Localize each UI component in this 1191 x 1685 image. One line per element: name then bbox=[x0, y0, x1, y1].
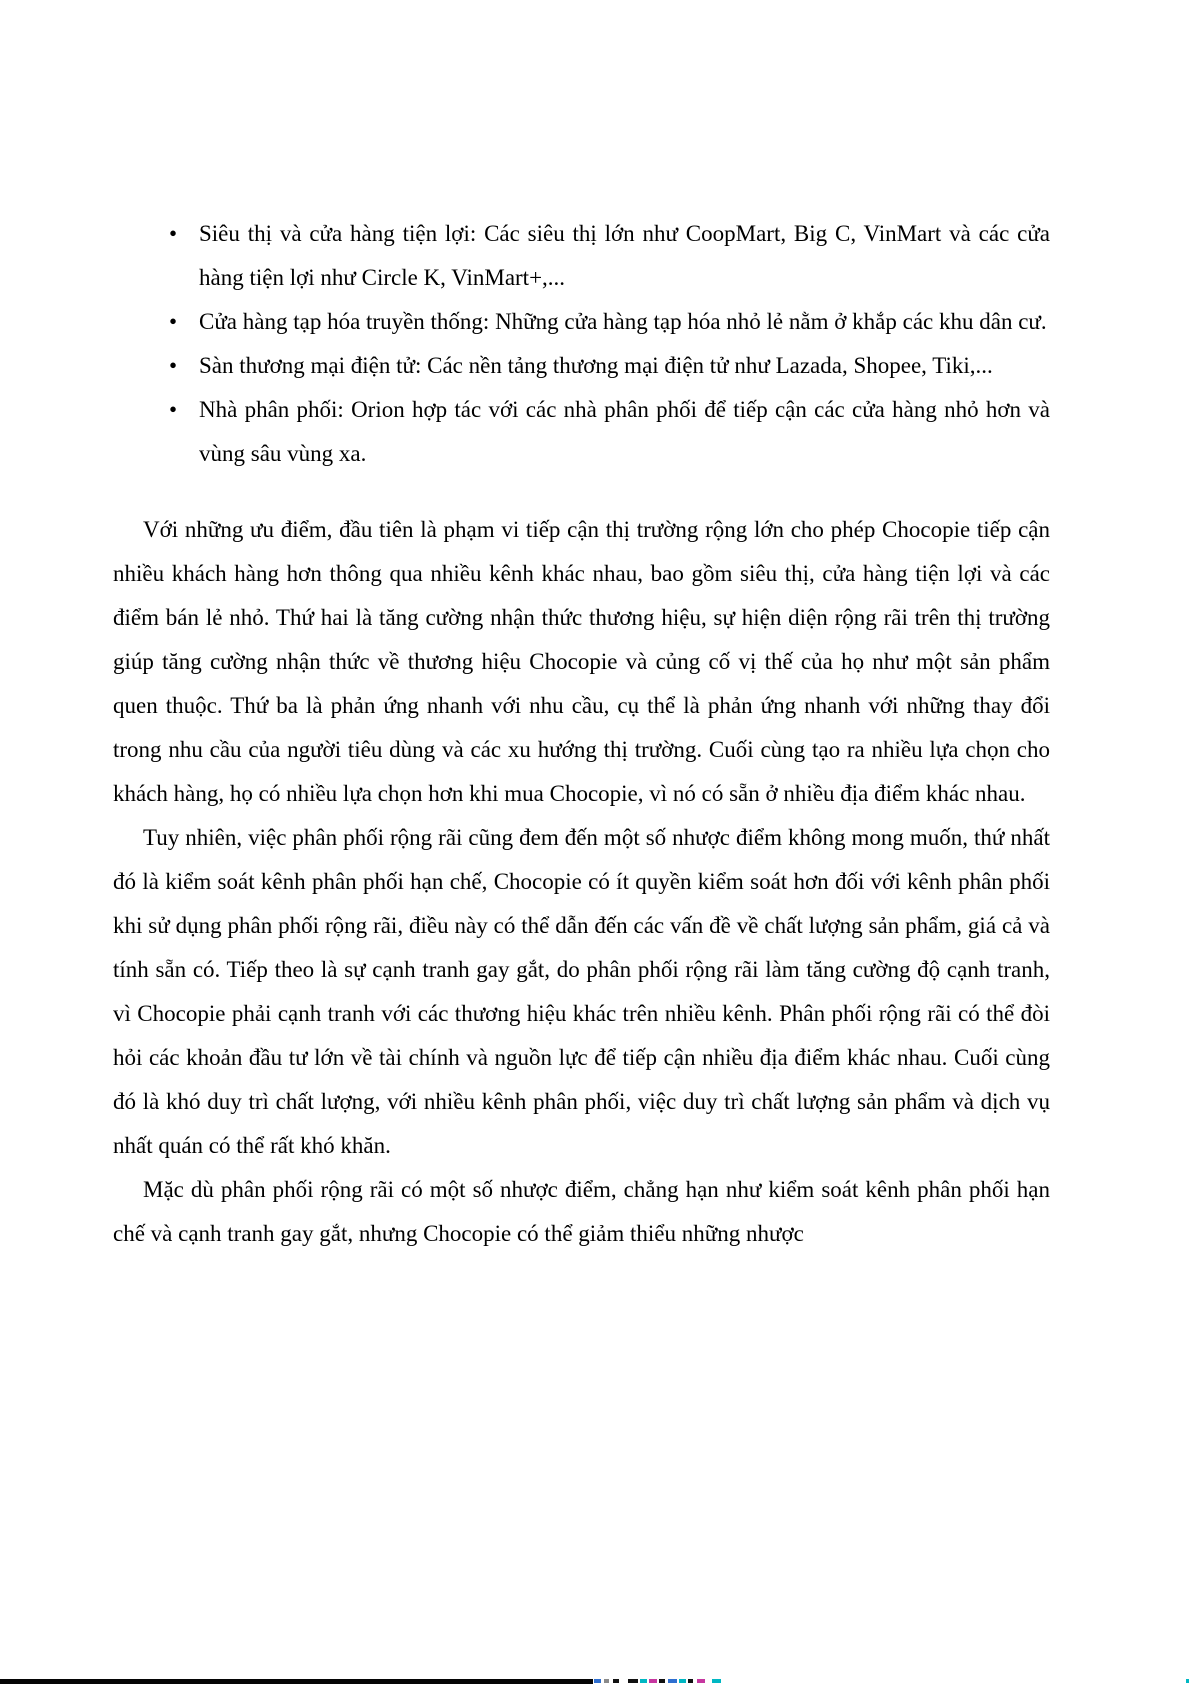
artifact-fragment bbox=[679, 1679, 686, 1683]
bullet-icon: • bbox=[169, 221, 178, 246]
artifact-fragment bbox=[668, 1679, 677, 1683]
list-item bbox=[113, 300, 1050, 344]
artifact-fragment bbox=[649, 1679, 657, 1683]
artifact-fragment bbox=[628, 1679, 638, 1683]
artifact-fragment bbox=[688, 1679, 693, 1683]
bullet-icon: • bbox=[169, 353, 178, 378]
paragraph-mitigation: Mặc dù phân phối rộng rãi có một số nhược điểm, chẳng hạn như kiểm soát kênh phân phối hạn chế và cạnh tranh gay gắt, nhưng Chocopie có thể giảm thiểu những nhược bbox=[113, 1177, 1050, 1246]
artifact-fragment bbox=[594, 1679, 601, 1683]
paragraph-disadvantages: Tuy nhiên, việc phân phối rộng rãi cũng đem đến một số nhược điểm không mong muốn, thứ nhất đó là kiểm soát kênh phân phối hạn chế, Chocopie có ít quyền kiểm soát hơn đối với kênh phân phối khi sử dụng phân phối rộng rãi, điều này có thể dẫn đến các vấn đề về chất lượng sản phẩm, giá cả và tính sẵn có. Tiếp theo là sự cạnh tranh gay gắt, do phân phối rộng rãi làm tăng cường độ cạnh tranh, vì Chocopie phải cạnh tranh với các thương hiệu khác trên nhiều kênh. Phân phối rộng rãi có thể đòi hỏi các khoản đầu tư lớn về tài chính và nguồn lực để tiếp cận nhiều địa điểm khác nhau. Cuối cùng đó là khó duy trì chất lượng, với nhiều kênh phân phối, việc duy trì chất lượng sản phẩm và dịch vụ nhất quán có thể rất khó khăn. bbox=[113, 825, 1050, 1158]
bullet-text: Sàn thương mại điện tử: Các nền tảng thương mại điện tử như Lazada, Shopee, Tiki,... bbox=[199, 353, 993, 378]
bullet-list bbox=[113, 212, 1050, 476]
taskbar-sliver bbox=[0, 1677, 1191, 1685]
artifact-fragment bbox=[604, 1679, 609, 1683]
paragraph-advantages: Với những ưu điểm, đầu tiên là phạm vi tiếp cận thị trường rộng lớn cho phép Chocopie tiếp cận nhiều khách hàng hơn thông qua nhiều kênh khác nhau, bao gồm siêu thị, cửa hàng tiện lợi và các điểm bán lẻ nhỏ. Thứ hai là tăng cường nhận thức thương hiệu, sự hiện diện rộng rãi trên thị trường giúp tăng cường nhận thức về thương hiệu Chocopie và củng cố vị thế của họ như một sản phẩm quen thuộc. Thứ ba là phản ứng nhanh với nhu cầu, cụ thể là phản ứng nhanh với những thay đổi trong nhu cầu của người tiêu dùng và các xu hướng thị trường. Cuối cùng tạo ra nhiều lựa chọn cho khách hàng, họ có nhiều lựa chọn hơn khi mua Chocopie, vì nó có sẵn ở nhiều địa điểm khác nhau. bbox=[113, 517, 1050, 806]
artifact-fragment bbox=[712, 1679, 721, 1683]
bullet-icon: • bbox=[169, 309, 178, 334]
taskbar-bar bbox=[0, 1679, 593, 1684]
page-content bbox=[113, 212, 1050, 1256]
list-item bbox=[113, 388, 1050, 476]
artifact-fragment bbox=[1186, 1679, 1189, 1683]
artifact-fragment bbox=[640, 1679, 647, 1683]
bullet-text: Siêu thị và cửa hàng tiện lợi: Các siêu thị lớn như CoopMart, Big C, VinMart và các cửa hàng tiện lợi như Circle K, VinMart+,... bbox=[199, 221, 1050, 290]
list-item bbox=[113, 212, 1050, 300]
list-item bbox=[113, 344, 1050, 388]
bullet-text: Cửa hàng tạp hóa truyền thống: Những cửa hàng tạp hóa nhỏ lẻ nằm ở khắp các khu dân cư. bbox=[199, 309, 1047, 334]
bullet-text: Nhà phân phối: Orion hợp tác với các nhà phân phối để tiếp cận các cửa hàng nhỏ hơn và vùng sâu vùng xa. bbox=[199, 397, 1050, 466]
bullet-icon: • bbox=[169, 397, 178, 422]
artifact-fragment bbox=[697, 1679, 705, 1683]
artifact-fragment bbox=[659, 1679, 665, 1683]
artifact-fragment bbox=[613, 1679, 619, 1683]
